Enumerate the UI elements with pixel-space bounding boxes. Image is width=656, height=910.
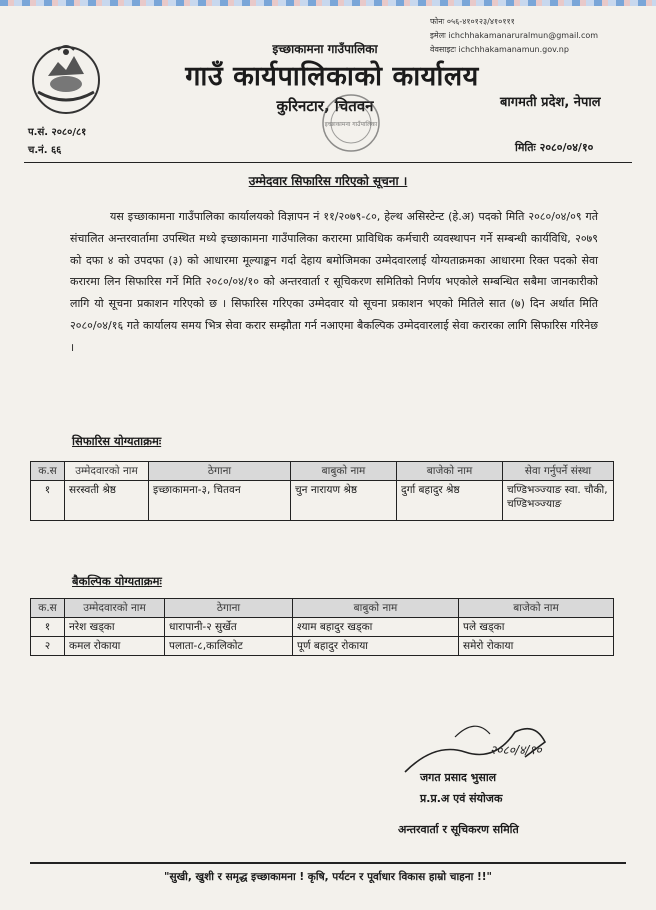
committee-name: अन्तरवार्ता र सूचिकरण समिति: [398, 823, 519, 836]
cell-address: धारापानी-२ सुर्खेत: [165, 618, 293, 637]
signatory-name: जगत प्रसाद भुसाल: [420, 771, 497, 784]
contact-email[interactable]: इमेलः ichchhakamanaruralmun@gmail.com: [430, 31, 599, 40]
contact-phone: फोनः ०५६-४१०१२३/४१०१११: [430, 17, 515, 26]
col-sn: क.स: [31, 599, 65, 618]
cell-father: श्याम बहादुर खड्का: [293, 618, 459, 637]
alternate-table: [30, 598, 614, 656]
col-grandfather: बाजेको नाम: [459, 599, 614, 618]
col-candidate: उम्मेदवारको नाम: [65, 599, 165, 618]
table-header-row: [31, 599, 614, 618]
notice-subject: उम्मेदवार सिफारिस गरिएको सूचना ।: [248, 174, 408, 188]
table-row: [31, 637, 614, 656]
letter-date: मितिः २०८०/०४/१०: [515, 141, 594, 154]
cell-address: पलाता-८,कालिकोट: [165, 637, 293, 656]
cell-sn: १: [31, 481, 65, 521]
table-row: [31, 481, 614, 521]
col-sn: क.स: [31, 462, 65, 481]
stamp-text: इच्छाकामना गाउँपालिका: [324, 121, 378, 128]
cell-candidate: सरस्वती श्रेष्ठ: [65, 481, 149, 521]
cell-institution: चण्डिभञ्ज्याङ स्वा. चौकी, चण्डिभञ्ज्याङ: [503, 481, 614, 521]
col-address: ठेगाना: [165, 599, 293, 618]
footer-divider: [30, 862, 626, 864]
alternate-heading: बैकल्पिक योग्यताक्रमः: [72, 574, 162, 588]
signature-date: २०८०/४/१०: [490, 743, 542, 757]
col-candidate: उम्मेदवारको नाम: [65, 462, 149, 481]
top-border-decoration: [0, 0, 656, 6]
cell-grandfather: दुर्गा बहादुर श्रेष्ठ: [397, 481, 503, 521]
table-header-row: [31, 462, 614, 481]
org-name: इच्छाकामना गाउँपालिका: [272, 42, 378, 56]
col-father: बाबुको नाम: [293, 599, 459, 618]
cell-sn: २: [31, 637, 65, 656]
office-stamp-icon: [320, 92, 382, 154]
cell-father: चुन नारायण श्रेष्ठ: [291, 481, 397, 521]
signatory-title: प्र.प्र.अ एवं संयोजक: [420, 792, 503, 805]
reference-ps: प.सं. २०८०/८१: [28, 127, 87, 138]
province: बागमती प्रदेश, नेपाल: [500, 95, 601, 110]
footer-slogan: "सुखी, खुशी र समृद्ध इच्छाकामना ! कृषि, पर्यटन र पूर्वाधार विकास हाम्रो चाहना !!": [164, 871, 492, 883]
office-title: गाउँ कार्यपालिकाको कार्यालय: [185, 61, 479, 92]
contact-block: [430, 15, 598, 57]
col-institution: सेवा गर्नुपर्ने संस्था: [503, 462, 614, 481]
cell-candidate: नरेश खड्का: [65, 618, 165, 637]
col-address: ठेगाना: [149, 462, 291, 481]
col-father: बाबुको नाम: [291, 462, 397, 481]
cell-grandfather: समेरो रोकाया: [459, 637, 614, 656]
notice-body: यस इच्छाकामना गाउँपालिका कार्यालयको विज्ञापन नं ११/२०७९-८०, हेल्थ असिस्टेन्ट (हे.अ) पदको मिति २०८०/०४/०९ गते संचालित अन्तरवार्तामा उपस्थित मध्ये इच्छाकामना गाउँपालिका करारमा प्राविधिक कर्मचारी व्यवस्थापन गर्ने सम्बन्धी कार्यविधि, २०७९ को दफा ४ को उपदफा (३) को आधारमा मूल्याङ्कन गर्दा देहाय बमोजिमका उम्मेदवारलाई योग्यताक्रमका आधारमा रिक्त पदको सेवा करारमा लिन सिफारिस गर्ने मिति २०८०/०४/१० को अन्तरवार्ता र सूचिकरण समितिको निर्णय भएकोले सम्बन्धित सबैमा जानकारीको लागि यो सूचना प्रकाशन गरिएको छ । सिफारिस गरिएका उम्मेदवार यो सूचना प्रकाशन भएको मितिले सात (७) दिन अर्थात मिति २०८०/०४/१६ गते कार्यालय समय भित्र सेवा करार सम्झौता गर्न नआएमा बैकल्पिक उम्मेदवारलाई सेवा करारका लागि सिफारिस गरिनेछ ।: [70, 210, 598, 354]
recommended-heading: सिफारिस योग्यताक्रमः: [72, 434, 162, 448]
cell-father: पूर्ण बहादुर रोकाया: [293, 637, 459, 656]
cell-candidate: कमल रोकाया: [65, 637, 165, 656]
cell-address: इच्छाकामना-३, चितवन: [149, 481, 291, 521]
header-divider: [24, 162, 632, 163]
reference-cn: च.नं. ६६: [28, 145, 62, 156]
cell-sn: १: [31, 618, 65, 637]
col-grandfather: बाजेको नाम: [397, 462, 503, 481]
cell-grandfather: पले खड्का: [459, 618, 614, 637]
contact-website[interactable]: वेवसाइटः ichchhakamanamun.gov.np: [430, 45, 569, 54]
nepal-emblem-icon: [28, 40, 104, 116]
recommended-table: [30, 461, 614, 521]
table-row: [31, 618, 614, 637]
office-location: कुरिनटार, चितवन: [276, 97, 374, 115]
